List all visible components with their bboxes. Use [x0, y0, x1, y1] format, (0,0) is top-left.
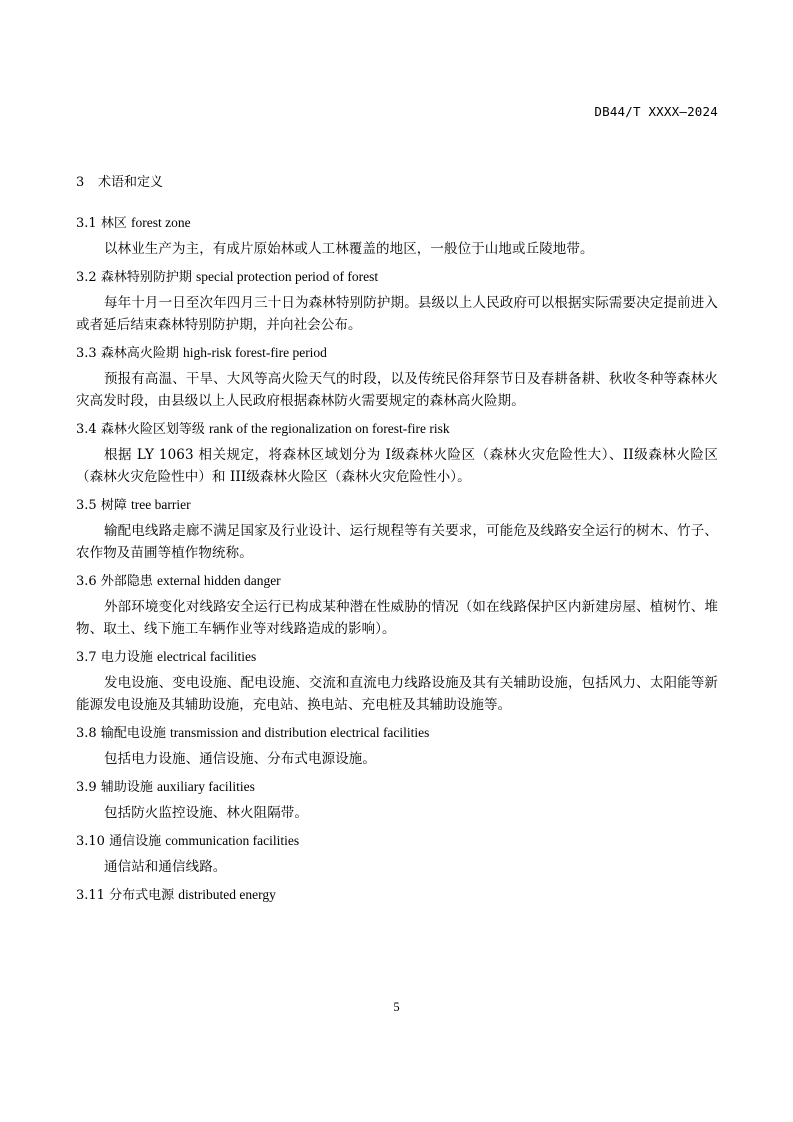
term-heading — [76, 420, 718, 439]
term-3-10 — [76, 832, 718, 878]
term-heading — [76, 886, 718, 905]
term-cn: 森林特别防护期 — [100, 270, 192, 285]
term-cn: 输配电设施 — [100, 726, 166, 741]
term-definition: 通信站和通信线路。 — [104, 859, 227, 875]
term-number: 3.9 — [76, 780, 97, 795]
section-number: 3 — [76, 175, 85, 190]
term-cn: 林区 — [100, 216, 127, 231]
term-cn: 森林高火险期 — [100, 346, 179, 361]
term-en: forest zone — [130, 215, 191, 230]
term-number: 3.5 — [76, 498, 97, 513]
document-body — [76, 174, 718, 910]
term-cn: 通信设施 — [109, 834, 162, 849]
term-number: 3.3 — [76, 346, 97, 361]
term-definition: 每年十月一日至次年四月三十日为森林特别防护期。县级以上人民政府可以根据实际需要决定提前进入或者延后结束森林特别防护期，并向社会公布。 — [76, 295, 718, 333]
term-heading — [76, 268, 718, 287]
term-heading — [76, 778, 718, 797]
term-definition: 以林业生产为主，有成片原始林或人工林覆盖的地区，一般位于山地或丘陵地带。 — [104, 241, 594, 257]
term-definition: 预报有高温、干旱、大风等高火险天气的时段，以及传统民俗拜祭节日及春耕备耕、秋收冬种等森林火灾高发时段，由县级以上人民政府根据森林防火需要规定的森林高火险期。 — [76, 371, 718, 409]
term-heading — [76, 344, 718, 363]
document-code: DB44/T XXXX—2024 — [594, 104, 718, 119]
term-number: 3.4 — [76, 422, 97, 437]
term-heading — [76, 572, 718, 591]
term-3-11 — [76, 886, 718, 905]
term-cn: 分布式电源 — [109, 888, 175, 903]
term-number: 3.10 — [76, 834, 105, 849]
term-en: communication facilities — [165, 833, 300, 848]
term-number: 3.6 — [76, 574, 97, 589]
page-number: 5 — [393, 1000, 400, 1014]
term-definition: 外部环境变化对线路安全运行已构成某种潜在性威胁的情况（如在线路保护区内新建房屋、植树竹、堆物、取土、线下施工车辆作业等对线路造成的影响）。 — [76, 599, 718, 637]
term-3-3 — [76, 344, 718, 412]
term-definition: 包括电力设施、通信设施、分布式电源设施。 — [104, 751, 376, 767]
term-3-1 — [76, 214, 718, 260]
term-definition: 输配电线路走廊不满足国家及行业设计、运行规程等有关要求，可能危及线路安全运行的树木、竹子、农作物及苗圃等植作物统称。 — [76, 523, 718, 561]
term-3-7 — [76, 648, 718, 716]
term-3-9 — [76, 778, 718, 824]
term-3-8 — [76, 724, 718, 770]
term-heading — [76, 214, 718, 233]
term-3-4 — [76, 420, 718, 488]
term-heading — [76, 832, 718, 851]
term-number: 3.7 — [76, 650, 97, 665]
term-en: electrical facilities — [156, 649, 257, 664]
term-3-6 — [76, 572, 718, 640]
term-definition: 发电设施、变电设施、配电设施、交流和直流电力线路设施及其有关辅助设施，包括风力、太阳能等新能源发电设施及其辅助设施，充电站、换电站、充电桩及其辅助设施等。 — [76, 675, 718, 713]
term-heading — [76, 724, 718, 743]
term-en: special protection period of forest — [195, 269, 379, 284]
term-en: external hidden danger — [156, 573, 281, 588]
term-cn: 辅助设施 — [100, 780, 153, 795]
term-number: 3.11 — [76, 888, 105, 903]
term-en: distributed energy — [178, 887, 276, 902]
term-heading — [76, 648, 718, 667]
term-cn: 森林火险区划等级 — [100, 422, 205, 437]
term-definition: 包括防火监控设施、林火阻隔带。 — [104, 805, 308, 821]
section-title: 术语和定义 — [98, 175, 164, 190]
term-3-2 — [76, 268, 718, 336]
section-heading — [76, 174, 718, 192]
term-en: rank of the regionalization on forest-fire risk — [208, 421, 450, 436]
term-number: 3.2 — [76, 270, 97, 285]
term-heading — [76, 496, 718, 515]
term-number: 3.1 — [76, 216, 97, 231]
term-en: tree barrier — [130, 497, 191, 512]
term-en: transmission and distribution electrical facilities — [169, 725, 430, 740]
term-en: high-risk forest-fire period — [182, 345, 327, 360]
term-cn: 外部隐患 — [100, 574, 153, 589]
term-definition: 根据 LY 1063 相关规定，将森林区域划分为 I级森林火险区（森林火灾危险性大）、II级森林火险区（森林火灾危险性中）和 III级森林火险区（森林火灾危险性小）。 — [76, 447, 718, 485]
term-cn: 电力设施 — [100, 650, 153, 665]
term-cn: 树障 — [100, 498, 127, 513]
term-en: auxiliary facilities — [156, 779, 255, 794]
term-number: 3.8 — [76, 726, 97, 741]
term-3-5 — [76, 496, 718, 564]
